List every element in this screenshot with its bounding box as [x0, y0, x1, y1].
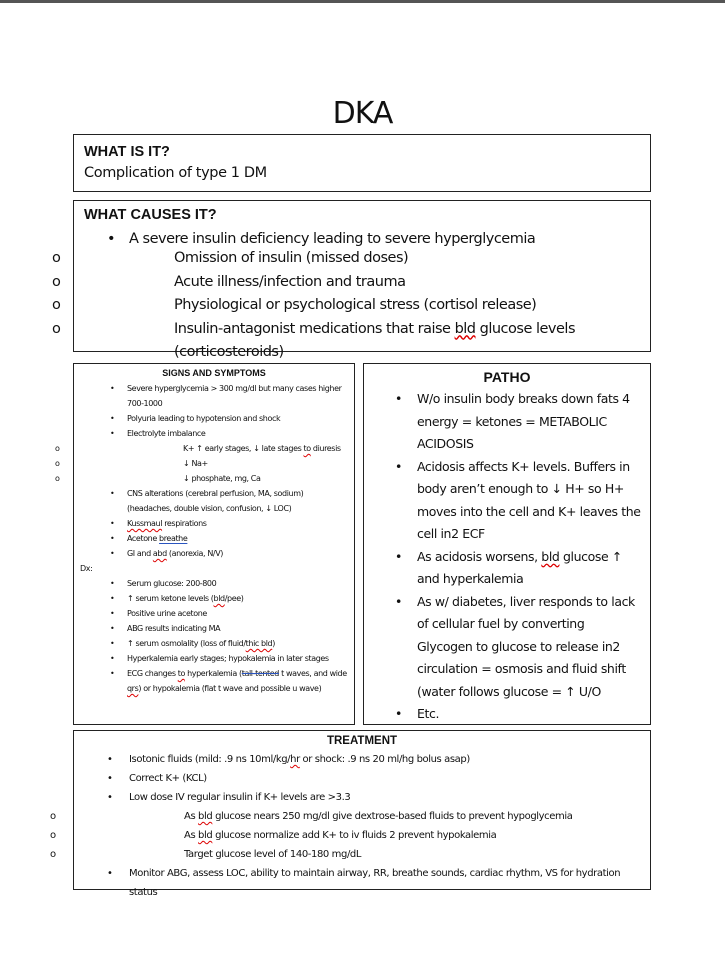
text-segment: ↑ serum osmolality (loss of fluid/ [127, 639, 246, 648]
patho-heading: PATHO [483, 369, 531, 385]
patho-item: • As w/ diabetes, liver responds to lack of cellular fuel by converting Glycogen to glucose to release in2 circulation = osmosis and fluid shift (water follows glucose = ↑ U/O [417, 591, 642, 704]
misspelled-word: thic bld [245, 639, 273, 648]
misspelled-word: qrs [127, 684, 139, 693]
patho-item: • W/o insulin body breaks down fats 4 energy = ketones = METABOLIC ACIDOSIS [417, 388, 642, 456]
text-segment: respirations [162, 519, 207, 528]
dx-item: • Hyperkalemia early stages; hypokalemia in later stages [127, 651, 348, 666]
sign-item [127, 516, 348, 531]
dx-item [127, 591, 348, 606]
text-segment: K+ ↑ early stages, ↓ late stages [183, 444, 304, 453]
misspelled-word: abd [152, 549, 167, 558]
grammar-flagged-word: breathe [159, 534, 188, 543]
text-segment: ECG changes [127, 669, 178, 678]
sign-item [127, 531, 348, 546]
cause-main: • A severe insulin deficiency leading to severe hyperglycemia [129, 231, 640, 247]
text-segment: /pee) [224, 594, 244, 603]
sign-item [127, 546, 348, 561]
misspelled-word: bld [541, 548, 560, 564]
dx-item [127, 636, 348, 651]
text-segment: glucose ↑ and hyperkalemia [417, 548, 622, 586]
what-is-it-heading: WHAT IS IT? [84, 144, 170, 160]
treatment-heading: TREATMENT [326, 735, 398, 747]
struck-word: tall-tented [241, 669, 279, 678]
what-is-it-text: Complication of type 1 DM [84, 165, 267, 181]
dx-item: • Positive urine acetone [127, 606, 348, 621]
misspelled-word: bld [198, 811, 213, 822]
misspelled-word: bld [198, 830, 213, 841]
misspelled-word: bld [213, 594, 225, 603]
text-segment: GI and [127, 549, 153, 558]
sign-item [127, 381, 348, 411]
causes-heading: WHAT CAUSES IT? [84, 207, 217, 223]
cause-sub-item: o Omission of insulin (missed doses) [174, 247, 640, 271]
dx-item: • Serum glucose: 200-800 [127, 576, 348, 591]
page-title: DKA [332, 96, 393, 131]
text-segment: t waves, and wide [279, 669, 347, 678]
text-segment: (anorexia, N/V) [166, 549, 224, 558]
sign-item: • Polyuria leading to hypotension and shock [127, 411, 348, 426]
what-is-it-section [73, 134, 651, 192]
text-segment: Acetone [127, 534, 160, 543]
cause-sub-item: o Physiological or psychological stress (cortisol release) [174, 294, 640, 318]
text-segment: glucose nears 250 mg/dl give dextrose-based fluids to prevent hypoglycemia [212, 811, 573, 822]
sign-item: • Electrolyte imbalance [127, 426, 348, 441]
sign-sub-item [183, 441, 348, 456]
top-border [0, 0, 725, 3]
text-segment: diuresis [310, 444, 341, 453]
signs-heading: SIGNS AND SYMPTOMS [162, 368, 266, 378]
treatment-item [129, 750, 640, 769]
text-segment: As [184, 811, 199, 822]
treatment-sub-item [184, 826, 640, 845]
text-segment: Isotonic fluids (mild: .9 ns 10ml/kg/ [129, 754, 291, 765]
patho-section [363, 363, 651, 725]
text-segment: As [184, 830, 199, 841]
text-segment: CNS alterations (cerebral perfusion, MA, sodium) [127, 489, 304, 498]
text-segment: hyperkalemia ( [184, 669, 242, 678]
text-segment: Insulin-antagonist medications that raise [174, 320, 455, 337]
misspelled-word: to [177, 669, 185, 678]
dx-label: Dx: [80, 564, 93, 573]
cause-sub-item [174, 318, 640, 365]
text-segment: (headaches, double vision, confusion, ↓ LOC) [127, 504, 292, 513]
misspelled-word: to [303, 444, 311, 453]
treatment-sub-item [184, 807, 640, 826]
treatment-item: • Monitor ABG, assess LOC, ability to maintain airway, RR, breathe sounds, cardiac rhythm, VS for hydration status [129, 864, 640, 902]
text-segment: ↑ serum ketone levels ( [127, 594, 214, 603]
text-segment: or shock: .9 ns 20 ml/hg bolus asap) [299, 754, 470, 765]
misspelled-word: Kussmaul [127, 519, 163, 528]
signs-symptoms-section [73, 363, 355, 725]
cause-sub-item: o Acute illness/infection and trauma [174, 271, 640, 295]
text-segment: ) [272, 639, 275, 648]
sign-sub-item: o ↓ phosphate, mg, Ca [183, 471, 348, 486]
text-segment: 700-1000 [127, 399, 163, 408]
dx-item [127, 666, 348, 696]
text-segment: glucose normalize add K+ to iv fluids 2 prevent hypokalemia [212, 830, 497, 841]
text-segment: glucose levels (corticosteroids) [174, 320, 576, 360]
treatment-sub-item: o Target glucose level of 140-180 mg/dL [184, 845, 640, 864]
causes-section [73, 200, 651, 360]
text-segment: Severe hyperglycemia > 300 mg/dl but many cases higher [127, 384, 342, 393]
treatment-section [73, 730, 651, 898]
patho-item: • Etc. [417, 703, 642, 726]
text-segment: As acidosis worsens, [417, 548, 542, 564]
misspelled-word: hr [290, 754, 300, 765]
patho-item [417, 546, 642, 591]
misspelled-word: bld [454, 320, 476, 337]
patho-item: • Acidosis affects K+ levels. Buffers in body aren’t enough to ↓ H+ so H+ moves into the cell and K+ leaves the cell in2 ECF [417, 456, 642, 546]
sign-sub-item: o ↓ Na+ [183, 456, 348, 471]
treatment-item: • Low dose IV regular insulin if K+ levels are >3.3 [129, 788, 640, 807]
dx-item: • ABG results indicating MA [127, 621, 348, 636]
text-segment: ) or hypokalemia (flat t wave and possible u wave) [138, 684, 322, 693]
sign-item [127, 486, 348, 516]
treatment-item: • Correct K+ (KCL) [129, 769, 640, 788]
